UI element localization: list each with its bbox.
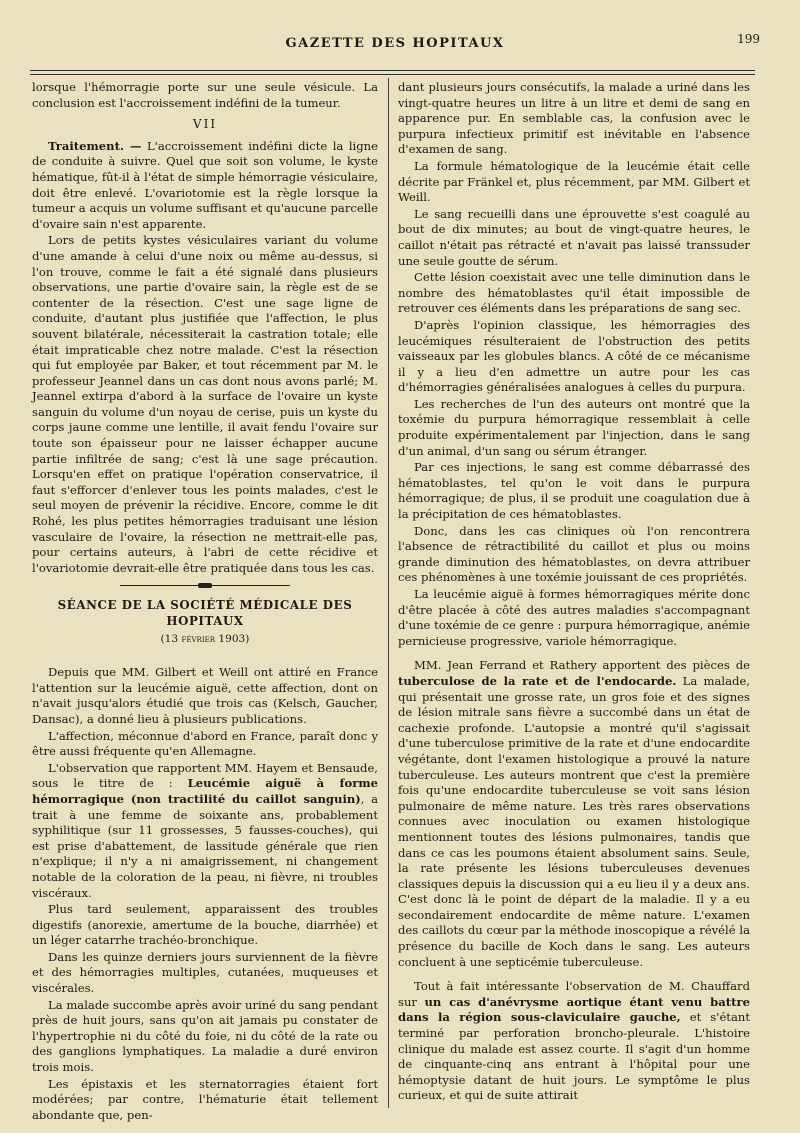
paragraph <box>398 979 750 1104</box>
paragraph-text: , a trait à une femme de soixante ans, probablement syphilitique (sur 11 grossesses, 5 fausses-couches), qui est prise d'abattement, de lassitude générale que rien n'explique; il n'y a ni amaigrissement, ni changement notable de la coloration de la peau, ni fièvre, ni troubles viscéraux. <box>32 791 378 900</box>
paragraph: dant plusieurs jours consécutifs, la malade a uriné dans les vingt-quatre heures un litre à un litre et demi de sang en apparence pur. En semblable cas, la confusion avec le purpura infectieux primitif est inévitable en l'absence d'examen de sang. <box>398 80 750 157</box>
paragraph: L'affection, méconnue d'abord en France, paraît donc y être aussi fréquente qu'en Allemagne. <box>32 728 378 759</box>
paragraph <box>32 139 378 233</box>
section-date: (13 février 1903) <box>160 632 250 645</box>
paragraph <box>32 761 378 901</box>
bold-title: un cas d'anévrysme aortique étant venu battre dans la région sous-claviculaire gauche, <box>398 994 750 1025</box>
header-rule-thin <box>30 74 755 75</box>
paragraph: Le sang recueilli dans une éprouvette s'est coagulé au bout de dix minutes; au bout de vingt-quatre heures, le caillot n'était pas rétracté et n'avait pas laissé transsuder une seule goutte de sérum. <box>398 206 750 268</box>
paragraph: D'après l'opinion classique, les hémorragies des leucémiques résulteraient de l'obstruction des petits vaisseaux par les globules blancs. A côté de ce mécanisme il y a lieu d'en admettre un autre pour les cas d'hémorragies généralisées analogues à celles du purpura. <box>398 317 750 395</box>
section-heading: SÉANCE DE LA SOCIÉTÉ MÉDICALE DES HOPITAUX <box>57 598 353 628</box>
paragraph: La leucémie aiguë à formes hémorragiques mérite donc d'être placée à côté des autres maladies s'accompagnant d'une toxémie de ce genre : purpura hémorragique, anémie pernicieuse progressive, variole hémorragique. <box>398 587 750 648</box>
paragraph-text: Tout à fait intéressante l'observation de M. Chauffard sur <box>398 979 750 1009</box>
header-rule <box>30 70 755 71</box>
paragraph: Plus tard seulement, apparaissent des troubles digestifs (anorexie, amertume de la bouche, diarrhée) et un léger catarrhe trachéo-bronchique. <box>32 902 378 948</box>
spacer <box>398 971 750 979</box>
bold-title: Leucémie aiguë à forme hémorragique (non tractilité du caillot sanguin) <box>32 776 378 806</box>
paragraph: Donc, dans les cas cliniques où l'on rencontrera l'absence de rétractibilité du caillot et plus ou moins grande diminution des hématoblastes, on devra attribuer ces phénomènes à une toxémie jouissant de ces propriétés. <box>398 523 750 585</box>
paragraph-text: La malade, qui présentait une grosse rate, un gros foie et des signes de lésion mitrale sans fièvre a succombé dans un état de cachexie profonde. L'autopsie a montré qu'il s'agissait d'une tuberculose primitive de la rate et d'une endocardite végétante, dont l'examen histologique a prouvé la nature tuberculeuse. Les auteurs montrent que c'est la première fois qu'une endocardite tuberculeuse se voit sans lésion pulmonaire de même nature. Les très rares observations connues avec inoculation ou examen histologique mentionnent toutes des lésions pulmonaires, tandis que dans ce cas les poumons étaient absolument sains. Seule, la rate présente les lésions tuberculeuses devenues classiques depuis la discussion qui a eu lieu il y a deux ans. C'est donc là le point de départ de la maladie. Il y a eu secondairement endocardite de même nature. L'examen des caillots du cœur par la méthode inoscopique a révélé la présence du bacille de Koch dans le sang. Les auteurs concluent à une septicémie tuberculeuse. <box>398 673 750 969</box>
paragraph: Depuis que MM. Gilbert et Weill ont attiré en France l'attention sur la leucémie aiguë, cette affection, dont on n'avait jusqu'alors étudié que trois cas (Kelsch, Gaucher, Dansac), a donné lieu à plusieurs publications. <box>32 665 378 726</box>
paragraph: La malade succombe après avoir uriné du sang pendant près de huit jours, sans qu'on ait jamais pu constater de l'hypertrophie ni du côté du foie, ni du côté de la rate ou des ganglions lymphatiques. La maladie a duré environ trois mois. <box>32 997 378 1075</box>
paragraph-text: L'accroissement indéfini dicte la ligne de conduite à suivre. Quel que soit son volume, le kyste hématique, fût-il à l'état de simple hémorragie vésiculaire, doit être enlevé. L'ovariotomie est la règle lorsque la tumeur a acquis un volume suffisant et qu'aucune parcelle d'ovaire sain n'est apparente. <box>32 138 378 231</box>
bold-title: tuberculose de la rate et de l'endocarde. <box>398 673 677 688</box>
run-in-heading: Traitement. — <box>48 138 142 153</box>
page-number: 199 <box>737 32 760 46</box>
paragraph: Cette lésion coexistait avec une telle diminution dans le nombre des hématoblastes qu'il était impossible de retrouver ces éléments dans les préparations de sang sec. <box>398 270 750 316</box>
paragraph: La formule hématologique de la leucémie était celle décrite par Fränkel et, plus récemment, par MM. Gilbert et Weill. <box>398 158 750 205</box>
paragraph: lorsque l'hémorragie porte sur une seule vésicule. La conclusion est l'accroissement indéfini de la tumeur. <box>32 80 378 110</box>
running-header <box>30 28 760 66</box>
left-column <box>32 80 378 1122</box>
paragraph: Lors de petits kystes vésiculaires variant du volume d'une amande à celui d'une noix ou même au-dessus, si l'on trouve, comme le fait a été signalé dans plusieurs observations, une partie d'ovaire sain, la règle est de se contenter de la résection. C'est une sage ligne de conduite, d'autant plus justifiée que l'affection, le plus souvent bilatérale, nécessiterait la castration totale; elle était impraticable chez notre malade. C'est la résection qui fut employée par Baker, et tout récemment par M. le professeur Jeannel dans un cas dont nous avons parlé; M. Jeannel extirpa d'abord à la surface de l'ovaire un kyste sanguin du volume d'un noyau de cerise, puis un kyste du corps jaune comme une lentille, il avait fendu l'ovaire sur toute son épaisseur pour ne laisser échapper aucune partie infiltrée de sang; c'est là une sage précaution. Lorsqu'en effet on pratique l'opération conservatrice, il faut s'efforcer d'enlever tous les points malades, c'est le seul moyen de prévenir la récidive. Encore, comme le dit Rohé, les plus petites hémorragies traduisant une lésion vasculaire de l'ovaire, la résection ne mettrait-elle pas, pour certains auteurs, à l'abri de cette récidive et l'ovariotomie devrait-elle être pratiquée dans tous les cas. <box>32 233 378 575</box>
paragraph-text: MM. Jean Ferrand et Rathery apportent des pièces de <box>414 658 750 673</box>
paragraph: Dans les quinze derniers jours surviennent de la fièvre et des hémorragies multiples, cutanées, muqueuses et viscérales. <box>32 949 378 996</box>
paragraph: Par ces injections, le sang est comme débarrassé des hématoblastes, tel qu'on le voit dans le purpura hémorragique; de plus, il se produit une coagulation due à la précipitation de ces hématoblastes. <box>398 460 750 522</box>
spacer <box>398 650 750 658</box>
section-separator <box>120 585 290 586</box>
paragraph: Les recherches de l'un des auteurs ont montré que la toxémie du purpura hémorragique ressemblait à celle produite expérimentalement par l'injection, dans le sang d'un animal, d'un sang ou sérum étranger. <box>398 396 750 458</box>
paragraph-text: et s'étant terminé par perforation broncho-pleurale. L'histoire clinique du malade est assez courte. Il s'agit d'un homme de cinquante-cinq ans entrant à l'hôpital pour une hémoptysie datant de huit jours. Le symptôme le plus curieux, et qui de suite attirait <box>398 1010 750 1103</box>
column-divider <box>388 78 389 1108</box>
section-number: VII <box>192 117 218 132</box>
paragraph-text: L'observation que rapportent MM. Hayem et Bensaude, sous le titre de : <box>32 760 378 791</box>
journal-title: GAZETTE DES HOPITAUX <box>285 36 505 51</box>
right-column <box>398 80 750 1108</box>
paragraph <box>398 658 750 970</box>
paragraph: Les épistaxis et les sternatorragies étaient fort modérées; par contre, l'hématurie était tellement abondante que, pen- <box>32 1076 378 1122</box>
